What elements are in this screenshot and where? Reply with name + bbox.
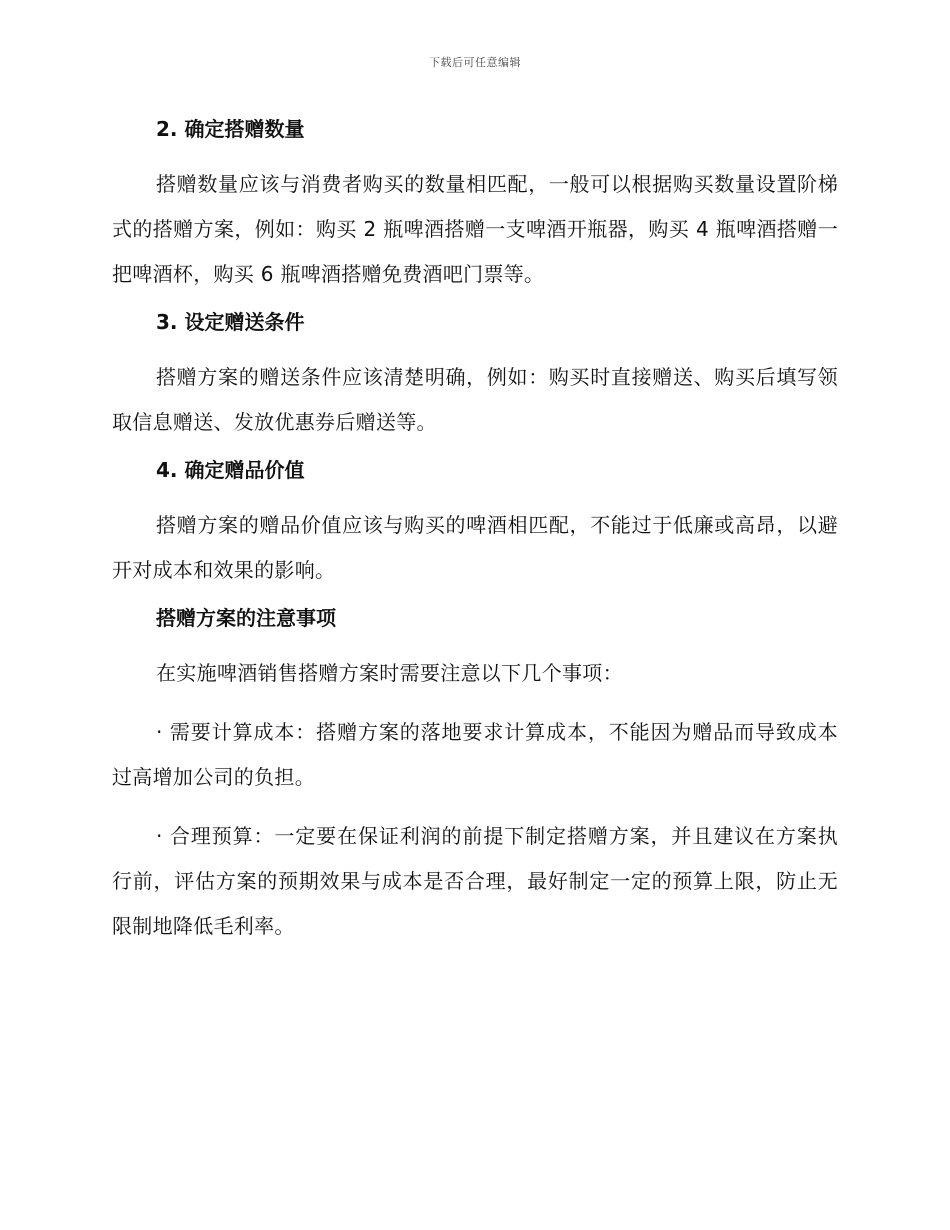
notes-item-cost: · 需要计算成本：搭赠方案的落地要求计算成本，不能因为赠品而导致成本过高增加公司的负担。	[112, 720, 838, 789]
page-header: 下载后可任意编辑	[429, 56, 521, 69]
notes-heading: 搭赠方案的注意事项	[156, 606, 336, 630]
section-paragraph-quantity: 搭赠数量应该与消费者购买的数量相匹配，一般可以根据购买数量设置阶梯式的搭赠方案，例如：购买 2 瓶啤酒搭赠一支啤酒开瓶器，购买 4 瓶啤酒搭赠一把啤酒杯，购买 6 瓶啤酒搭赠免费酒吧门票等。	[112, 172, 838, 286]
section-heading-quantity: 2. 确定搭赠数量	[156, 117, 305, 141]
section-heading-gift-value: 4. 确定赠品价值	[156, 458, 305, 482]
section-paragraph-gift-value: 搭赠方案的赠品价值应该与购买的啤酒相匹配，不能过于低廉或高昂，以避开对成本和效果的影响。	[112, 513, 838, 582]
notes-item-budget: · 合理预算：一定要在保证利润的前提下制定搭赠方案，并且建议在方案执行前，评估方案的预期效果与成本是否合理，最好制定一定的预算上限，防止无限制地降低毛利率。	[112, 824, 838, 938]
notes-intro: 在实施啤酒销售搭赠方案时需要注意以下几个事项：	[156, 661, 623, 685]
section-heading-conditions: 3. 设定赠送条件	[156, 310, 305, 334]
document-body	[112, 110, 838, 963]
section-paragraph-conditions: 搭赠方案的赠送条件应该清楚明确，例如：购买时直接赠送、购买后填写领取信息赠送、发放优惠券后赠送等。	[112, 365, 838, 434]
